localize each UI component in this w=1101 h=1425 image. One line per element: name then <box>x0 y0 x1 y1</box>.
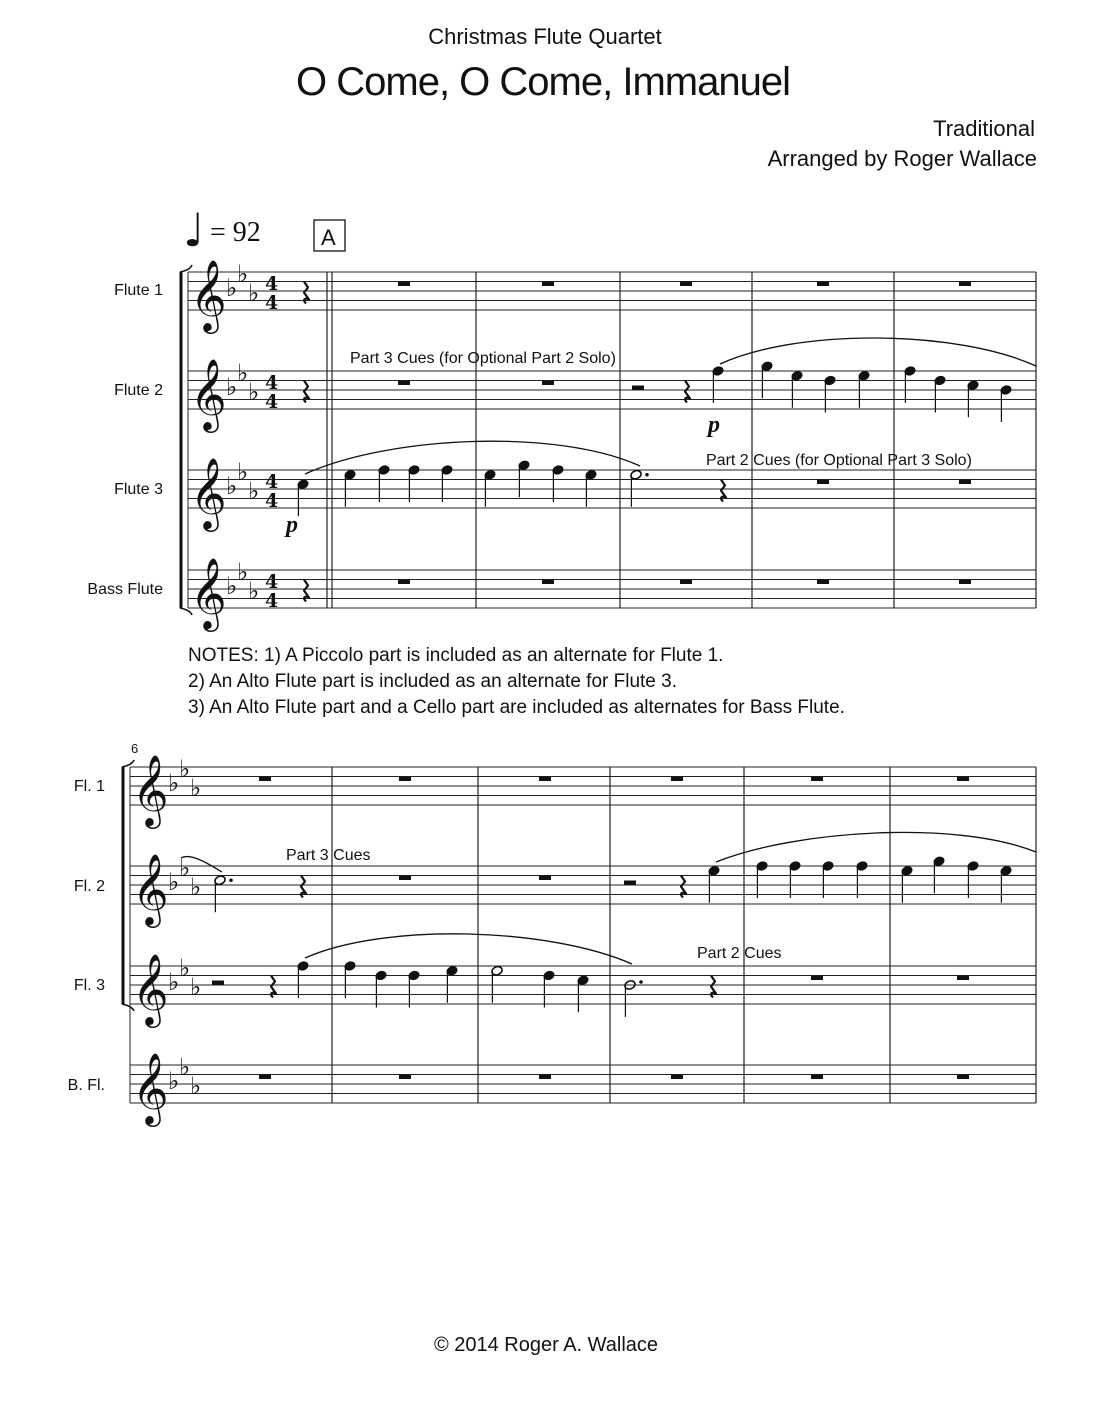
flat-icon: ♭ <box>168 868 180 896</box>
treble-clef-icon: 𝄞 <box>132 1051 169 1124</box>
flat-icon: ♭ <box>179 754 191 783</box>
flat-icon: ♭ <box>248 377 260 406</box>
half-rest-icon <box>212 981 224 986</box>
flat-icon: ♭ <box>179 853 191 882</box>
flat-icon: ♭ <box>237 457 249 486</box>
cue-text-part-3-short: Part 3 Cues <box>286 847 371 864</box>
whole-rest-icon <box>817 580 829 585</box>
whole-rest-icon <box>959 580 971 585</box>
notes-line-2: 2) An Alto Flute part is included as an alternate for Flute 3. <box>188 671 677 692</box>
whole-rest-icon <box>680 282 692 287</box>
treble-clef-icon: 𝄞 <box>132 952 169 1025</box>
whole-rest-icon <box>399 876 411 881</box>
whole-rest-icon <box>539 1075 551 1080</box>
time-signature-top: 4 <box>265 273 279 295</box>
half-rest-icon <box>624 881 636 886</box>
whole-rest-icon <box>542 282 554 287</box>
flat-icon: ♭ <box>237 259 249 288</box>
instrument-label-flute-3: Flute 3 <box>114 481 163 498</box>
whole-rest-icon <box>957 976 969 981</box>
whole-rest-icon <box>259 1075 271 1080</box>
whole-rest-icon <box>957 777 969 782</box>
instrument-label-fl-3: Fl. 3 <box>73 977 105 994</box>
whole-rest-icon <box>399 777 411 782</box>
whole-rest-icon <box>959 480 971 485</box>
instrument-label-bass-flute: Bass Flute <box>87 581 163 598</box>
treble-clef-icon: 𝄞 <box>132 852 169 925</box>
time-signature-bottom: 4 <box>265 391 279 413</box>
time-signature-top: 4 <box>265 571 279 593</box>
whole-rest-icon <box>259 777 271 782</box>
instrument-label-flute-2: Flute 2 <box>114 382 163 399</box>
instrument-label-fl-2: Fl. 2 <box>73 878 105 895</box>
whole-rest-icon <box>398 282 410 287</box>
augmentation-dot <box>645 473 649 477</box>
instrument-label-b-fl: B. Fl. <box>67 1077 105 1094</box>
flat-icon: ♭ <box>237 358 249 387</box>
phrase-slur <box>716 832 1036 862</box>
flat-icon: ♭ <box>226 274 238 302</box>
copyright-notice: © 2014 Roger A. Wallace <box>433 1334 659 1356</box>
flat-icon: ♭ <box>226 572 238 600</box>
whole-rest-icon <box>959 282 971 287</box>
whole-rest-icon <box>817 480 829 485</box>
cue-text-part-3: Part 3 Cues (for Optional Part 2 Solo) <box>350 350 616 367</box>
augmentation-dot <box>229 878 233 882</box>
rehearsal-letter: A <box>321 225 336 250</box>
whole-rest-icon <box>399 1075 411 1080</box>
whole-rest-icon <box>398 381 410 386</box>
dynamic-piano-flute-3: p <box>286 512 298 538</box>
treble-clef-icon: 𝄞 <box>190 258 227 331</box>
whole-rest-icon <box>671 1075 683 1080</box>
whole-rest-icon <box>680 580 692 585</box>
flat-icon: ♭ <box>226 373 238 401</box>
whole-rest-icon <box>811 777 823 782</box>
whole-rest-icon <box>539 777 551 782</box>
time-signature-bottom: 4 <box>265 590 279 612</box>
arranger-credit: Arranged by Roger Wallace <box>767 146 1037 171</box>
instrument-label-flute-1: Flute 1 <box>114 282 163 299</box>
notes-line-3: 3) An Alto Flute part and a Cello part are included as alternates for Bass Flute. <box>188 697 845 718</box>
cue-text-part-2-short: Part 2 Cues <box>697 945 782 962</box>
composer-credit: Traditional <box>933 116 1035 141</box>
time-signature-bottom: 4 <box>265 292 279 314</box>
treble-clef-icon: 𝄞 <box>132 753 169 826</box>
flat-icon: ♭ <box>248 576 260 605</box>
time-signature-top: 4 <box>265 372 279 394</box>
subtitle: Christmas Flute Quartet <box>428 24 662 49</box>
flat-icon: ♭ <box>179 953 191 982</box>
tempo-text: = 92 <box>210 217 261 248</box>
whole-rest-icon <box>811 976 823 981</box>
flat-icon: ♭ <box>190 773 202 802</box>
tempo-marking <box>183 203 261 257</box>
time-signature-bottom: 4 <box>265 490 279 512</box>
whole-rest-icon <box>817 282 829 287</box>
whole-rest-icon <box>671 777 683 782</box>
rehearsal-mark <box>314 220 345 251</box>
phrase-slur <box>305 441 640 474</box>
flat-icon: ♭ <box>226 472 238 500</box>
flat-icon: ♭ <box>248 278 260 307</box>
quarter-note-icon: ♩ <box>183 203 205 257</box>
whole-rest-icon <box>957 1075 969 1080</box>
half-rest-icon <box>632 386 644 391</box>
flat-icon: ♭ <box>168 1067 180 1095</box>
flat-icon: ♭ <box>190 872 202 901</box>
whole-rest-icon <box>811 1075 823 1080</box>
flat-icon: ♭ <box>168 769 180 797</box>
whole-rest-icon <box>398 580 410 585</box>
measure-number: 6 <box>131 741 139 756</box>
treble-clef-icon: 𝄞 <box>190 556 227 629</box>
treble-clef-icon: 𝄞 <box>190 357 227 430</box>
flat-icon: ♭ <box>179 1052 191 1081</box>
augmentation-dot <box>639 980 643 984</box>
cue-text-part-2: Part 2 Cues (for Optional Part 3 Solo) <box>706 452 972 469</box>
whole-rest-icon <box>539 876 551 881</box>
flat-icon: ♭ <box>190 972 202 1001</box>
flat-icon: ♭ <box>248 476 260 505</box>
phrase-slur <box>305 934 632 964</box>
notation-layer <box>122 258 1036 1127</box>
whole-rest-icon <box>542 381 554 386</box>
notes-line-1: NOTES: 1) A Piccolo part is included as an alternate for Flute 1. <box>188 645 724 666</box>
page-title: O Come, O Come, Immanuel <box>296 60 790 104</box>
time-signature-top: 4 <box>265 471 279 493</box>
flat-icon: ♭ <box>168 968 180 996</box>
flat-icon: ♭ <box>190 1071 202 1100</box>
treble-clef-icon: 𝄞 <box>190 456 227 529</box>
whole-rest-icon <box>542 580 554 585</box>
dynamic-piano-flute-2: p <box>708 412 720 438</box>
flat-icon: ♭ <box>237 557 249 586</box>
instrument-label-fl-1: Fl. 1 <box>73 778 105 795</box>
